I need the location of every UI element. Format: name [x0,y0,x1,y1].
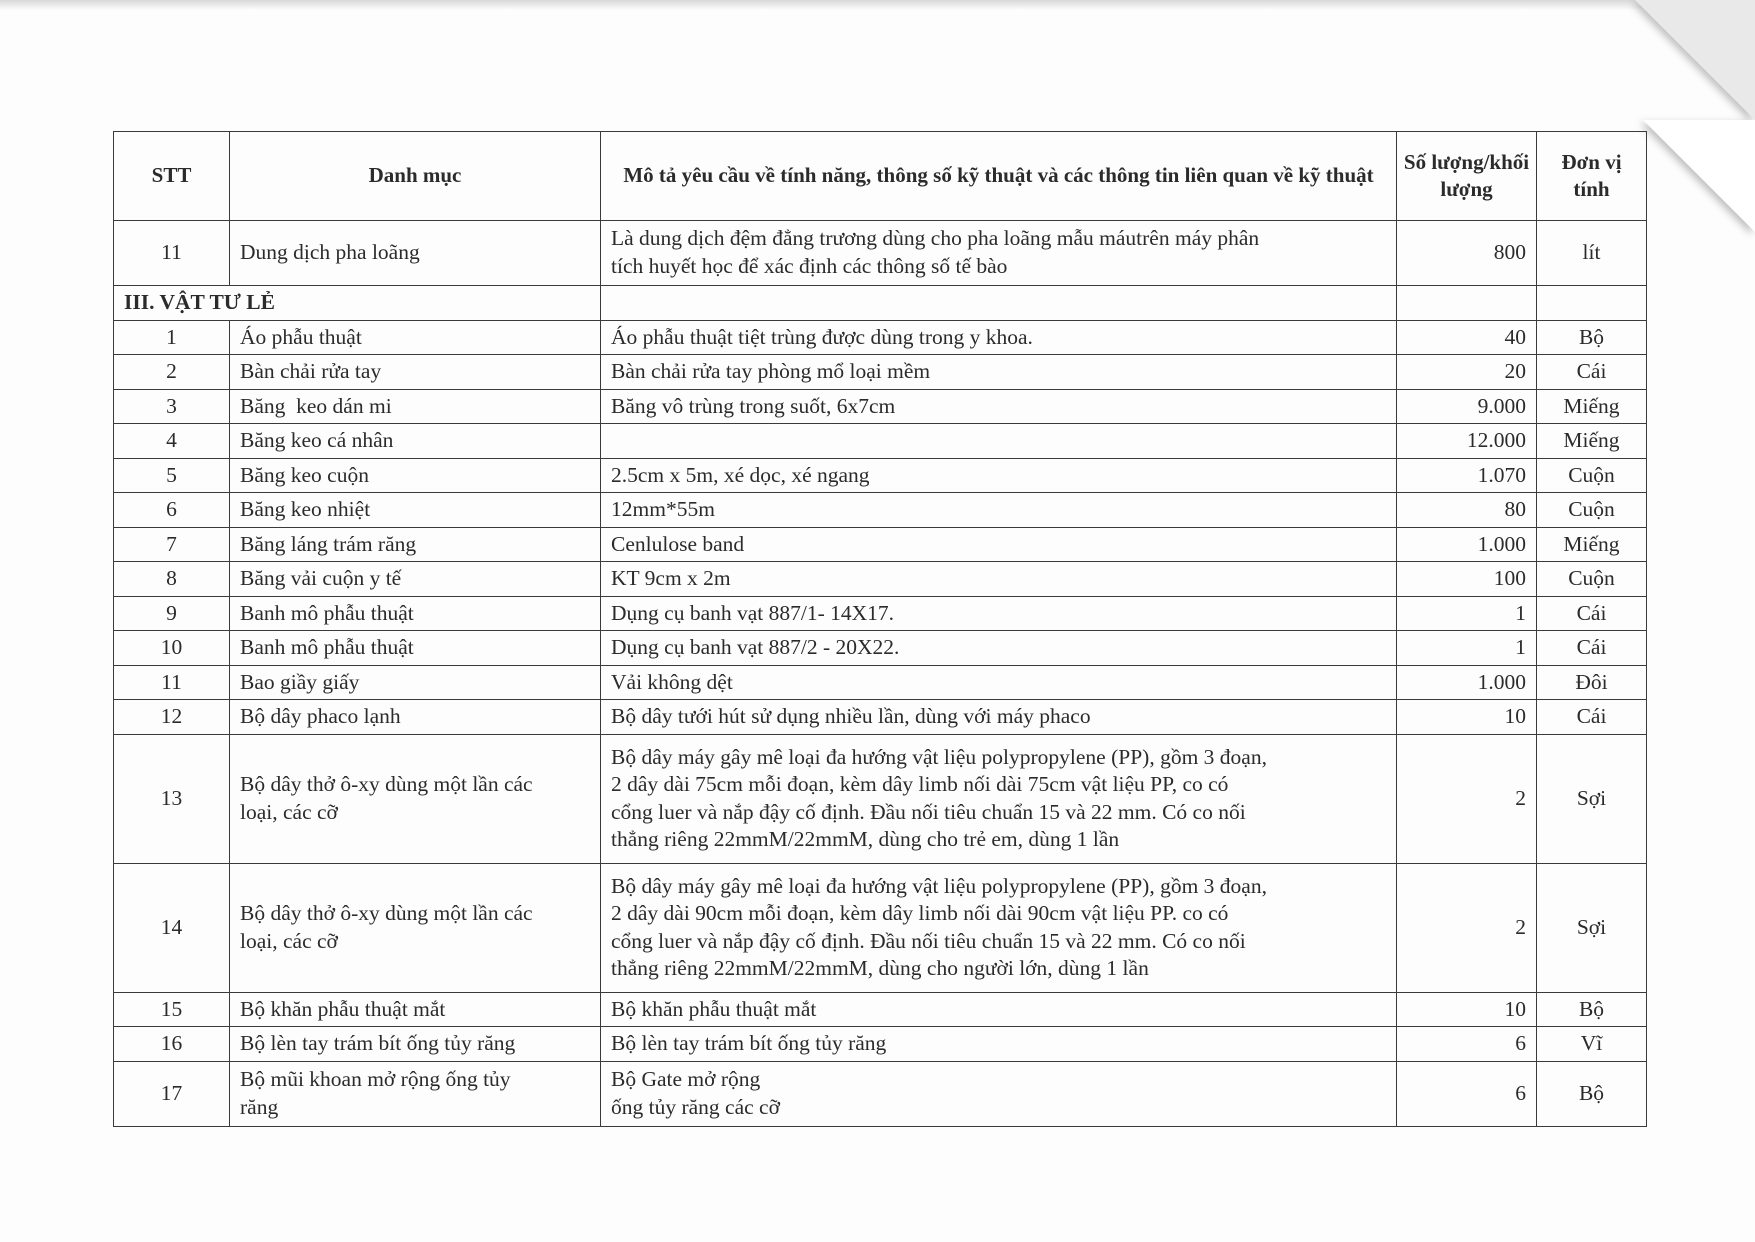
cell-name: Bộ lèn tay trám bít ống tủy răng [230,1027,601,1062]
cell-qty: 9.000 [1397,389,1537,424]
scan-top-edge [0,0,1755,10]
cell-unit: Cuộn [1537,493,1647,528]
cell-desc: Dụng cụ banh vạt 887/1- 14X17. [601,596,1397,631]
cell-desc [601,1061,1397,1126]
cell-qty: 20 [1397,355,1537,390]
table-header-row [114,132,1647,221]
header-unit: Đơn vị tính [1537,132,1647,221]
cell-name: Dung dịch pha loãng [230,221,601,286]
section-title: III. VẬT TƯ LẺ [114,286,601,321]
cell-name: Bàn chải rửa tay [230,355,601,390]
cell-desc [601,424,1397,459]
cell-name [230,1061,601,1126]
cell-desc: KT 9cm x 2m [601,562,1397,597]
cell-stt: 12 [114,700,230,735]
cell-name: Băng keo cuộn [230,458,601,493]
table-row [114,493,1647,528]
table-row [114,424,1647,459]
table-row [114,562,1647,597]
cell-desc: 12mm*55m [601,493,1397,528]
table-row [114,458,1647,493]
header-qty: Số lượng/khối lượng [1397,132,1537,221]
desc-line: Là dung dịch đệm đẳng trương dùng cho pha loãng mẫu máutrên máy phân [611,226,1260,251]
table-row [114,355,1647,390]
cell-qty: 10 [1397,700,1537,735]
cell-name: Băng keo dán mi [230,389,601,424]
table-row [114,221,1647,286]
cell-desc [601,221,1397,286]
table-row [114,527,1647,562]
cell-qty: 6 [1397,1061,1537,1126]
desc-line: thẳng riêng 22mmM/22mmM, dùng cho người lớn, dùng 1 lần [611,956,1149,981]
cell-qty: 1.070 [1397,458,1537,493]
cell-desc: Bộ khăn phẫu thuật mắt [601,992,1397,1027]
cell-name: Bộ khăn phẫu thuật mắt [230,992,601,1027]
cell-qty: 6 [1397,1027,1537,1062]
table-row [114,631,1647,666]
cell-qty: 40 [1397,320,1537,355]
cell-qty: 1.000 [1397,527,1537,562]
cell-desc: Dụng cụ banh vạt 887/2 - 20X22. [601,631,1397,666]
header-stt: STT [114,132,230,221]
name-line: Bộ dây thở ô-xy dùng một lần các [240,901,533,926]
name-line: răng [240,1094,279,1119]
cell-stt: 6 [114,493,230,528]
cell-qty: 1 [1397,596,1537,631]
cell-stt: 7 [114,527,230,562]
table-row [114,992,1647,1027]
cell-unit: Miếng [1537,527,1647,562]
cell-unit: Cuộn [1537,458,1647,493]
cell-unit: Cái [1537,596,1647,631]
cell-qty: 10 [1397,992,1537,1027]
folded-corner [1635,0,1755,120]
cell-desc [601,863,1397,992]
cell-desc [601,734,1397,863]
empty-cell [1397,286,1537,321]
cell-stt: 1 [114,320,230,355]
cell-unit: Bộ [1537,992,1647,1027]
desc-line: Bộ dây máy gây mê loại đa hướng vật liệu polypropylene (PP), gồm 3 đoạn, [611,873,1267,898]
table-row [114,1061,1647,1126]
cell-unit: Cái [1537,355,1647,390]
desc-line: thẳng riêng 22mmM/22mmM, dùng cho trẻ em, dùng 1 lần [611,827,1120,852]
cell-qty: 1 [1397,631,1537,666]
cell-desc: 2.5cm x 5m, xé dọc, xé ngang [601,458,1397,493]
cell-unit: Bộ [1537,320,1647,355]
cell-stt: 8 [114,562,230,597]
cell-qty: 800 [1397,221,1537,286]
empty-cell [1537,286,1647,321]
cell-unit: Miếng [1537,424,1647,459]
cell-unit: Sợi [1537,863,1647,992]
cell-stt: 17 [114,1061,230,1126]
cell-desc: Vải không dệt [601,665,1397,700]
cell-stt: 14 [114,863,230,992]
cell-stt: 13 [114,734,230,863]
cell-name: Băng láng trám răng [230,527,601,562]
table-row [114,700,1647,735]
cell-unit: Cái [1537,631,1647,666]
empty-cell [601,286,1397,321]
cell-stt: 10 [114,631,230,666]
table-row [114,734,1647,863]
table-row [114,863,1647,992]
table-row [114,1027,1647,1062]
cell-desc: Bàn chải rửa tay phòng mổ loại mềm [601,355,1397,390]
name-line: loại, các cỡ [240,928,338,953]
cell-name: Băng vải cuộn y tế [230,562,601,597]
cell-name: Bộ dây phaco lạnh [230,700,601,735]
desc-line: Bộ Gate mở rộng [611,1067,761,1092]
cell-qty: 2 [1397,863,1537,992]
cell-qty: 12.000 [1397,424,1537,459]
cell-stt: 9 [114,596,230,631]
cell-qty: 1.000 [1397,665,1537,700]
name-line: Bộ dây thở ô-xy dùng một lần các [240,772,533,797]
cell-desc: Bộ dây tưới hút sử dụng nhiều lần, dùng với máy phaco [601,700,1397,735]
cell-unit: Miếng [1537,389,1647,424]
cell-name: Áo phẫu thuật [230,320,601,355]
equipment-table [113,131,1647,1127]
desc-line: cổng luer và nắp đậy cố định. Đầu nối tiêu chuẩn 15 và 22 mm. Có co nối [611,928,1246,953]
table-row [114,320,1647,355]
cell-unit: Cái [1537,700,1647,735]
cell-unit: Bộ [1537,1061,1647,1126]
cell-desc: Áo phẫu thuật tiệt trùng được dùng trong y khoa. [601,320,1397,355]
cell-name [230,863,601,992]
name-line: Bộ mũi khoan mở rộng ống tủy [240,1067,511,1092]
cell-qty: 2 [1397,734,1537,863]
name-line: loại, các cỡ [240,799,338,824]
cell-stt: 5 [114,458,230,493]
table-row [114,665,1647,700]
desc-line: ống tủy răng các cỡ [611,1094,780,1119]
cell-desc: Cenlulose band [601,527,1397,562]
cell-stt: 3 [114,389,230,424]
cell-stt: 4 [114,424,230,459]
header-desc: Mô tả yêu cầu về tính năng, thông số kỹ thuật và các thông tin liên quan về kỹ thuật [601,132,1397,221]
cell-unit: Vĩ [1537,1027,1647,1062]
table-row [114,596,1647,631]
desc-line: 2 dây dài 75cm mỗi đoạn, kèm dây limb nối dài 75cm vật liệu PP, co có [611,772,1229,797]
cell-name: Bao giầy giấy [230,665,601,700]
table-row [114,389,1647,424]
cell-name: Băng keo cá nhân [230,424,601,459]
cell-name: Băng keo nhiệt [230,493,601,528]
cell-stt: 11 [114,221,230,286]
cell-name: Banh mô phẫu thuật [230,631,601,666]
cell-qty: 100 [1397,562,1537,597]
cell-stt: 11 [114,665,230,700]
cell-qty: 80 [1397,493,1537,528]
cell-desc: Bộ lèn tay trám bít ống tủy răng [601,1027,1397,1062]
cell-unit: lít [1537,221,1647,286]
desc-line: Bộ dây máy gây mê loại đa hướng vật liệu polypropylene (PP), gồm 3 đoạn, [611,744,1267,769]
cell-unit: Đôi [1537,665,1647,700]
cell-name [230,734,601,863]
desc-line: cổng luer và nắp đậy cố định. Đầu nối tiêu chuẩn 15 và 22 mm. Có co nối [611,799,1246,824]
cell-stt: 16 [114,1027,230,1062]
cell-unit: Sợi [1537,734,1647,863]
cell-stt: 15 [114,992,230,1027]
cell-name: Banh mô phẫu thuật [230,596,601,631]
header-name: Danh mục [230,132,601,221]
desc-line: 2 dây dài 90cm mỗi đoạn, kèm dây limb nối dài 90cm vật liệu PP. co có [611,901,1229,926]
desc-line: tích huyết học để xác định các thông số tế bào [611,254,1008,278]
cell-desc: Băng vô trùng trong suốt, 6x7cm [601,389,1397,424]
cell-unit: Cuộn [1537,562,1647,597]
section-row [114,286,1647,321]
cell-stt: 2 [114,355,230,390]
